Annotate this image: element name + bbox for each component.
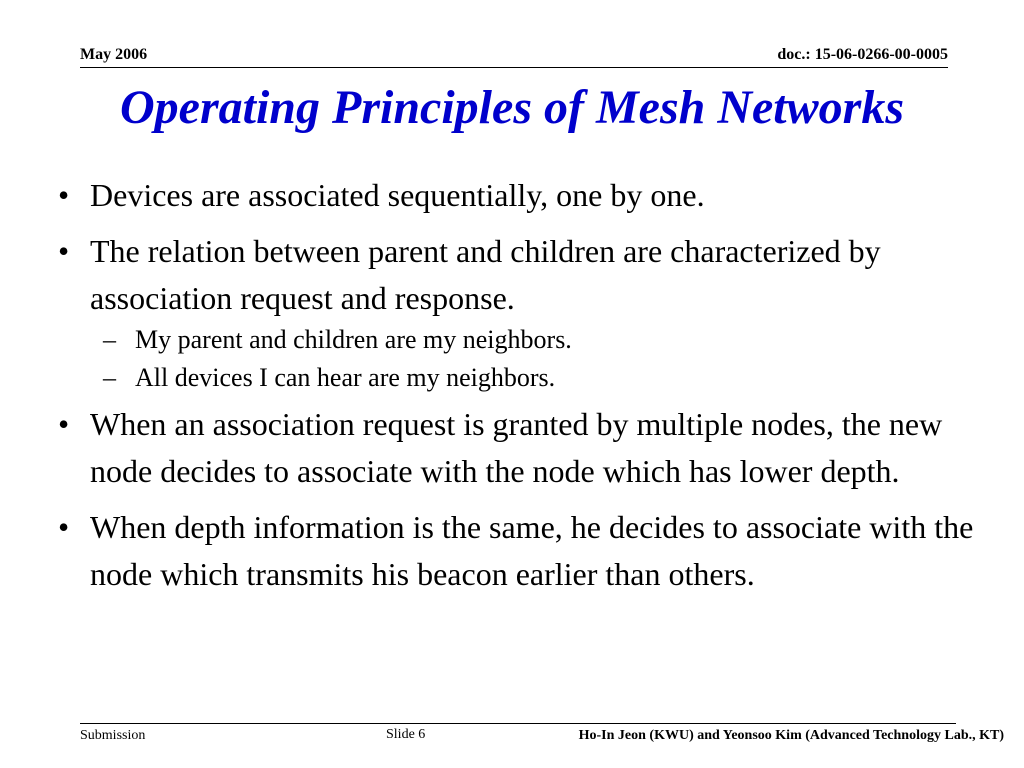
sub-bullet-text: All devices I can hear are my neighbors. (135, 363, 556, 392)
footer-authors: Ho-In Jeon (KWU) and Yeonsoo Kim (Advanced Technology Lab., KT) (578, 728, 1004, 743)
bullet-item (58, 228, 978, 322)
header-doc-number: doc.: 15-06-0266-00-0005 (777, 46, 948, 63)
bullet-marker: • (58, 406, 70, 442)
sub-bullet-text: My parent and children are my neighbors. (135, 325, 572, 354)
bullet-text: When an association request is granted by multiple nodes, the new node decides to associate with the node which has lower depth. (90, 406, 943, 489)
bullet-text: The relation between parent and children are characterized by association request and response. (90, 233, 881, 316)
bullet-item (58, 401, 978, 495)
bullet-text: Devices are associated sequentially, one by one. (90, 177, 705, 213)
bullet-text: When depth information is the same, he decides to associate with the node which transmits his beacon earlier than others. (90, 509, 974, 592)
bullet-marker: • (58, 233, 70, 269)
header-divider (80, 67, 948, 68)
bullet-item (58, 504, 978, 598)
header-date: May 2006 (80, 46, 148, 63)
sub-bullet-list (58, 321, 978, 397)
sub-bullet-item (58, 321, 978, 359)
bullet-marker: • (58, 509, 70, 545)
sub-bullet-marker: – (103, 325, 116, 354)
slide-number: Slide 6 (386, 727, 426, 742)
footer-submission: Submission (80, 728, 146, 743)
bullet-marker: • (58, 177, 70, 213)
slide-body (58, 172, 978, 607)
bullet-item (58, 172, 978, 219)
slide-title: Operating Principles of Mesh Networks (119, 81, 905, 134)
sub-bullet-item (58, 359, 978, 397)
sub-bullet-marker: – (103, 363, 116, 392)
footer-divider (80, 723, 956, 724)
